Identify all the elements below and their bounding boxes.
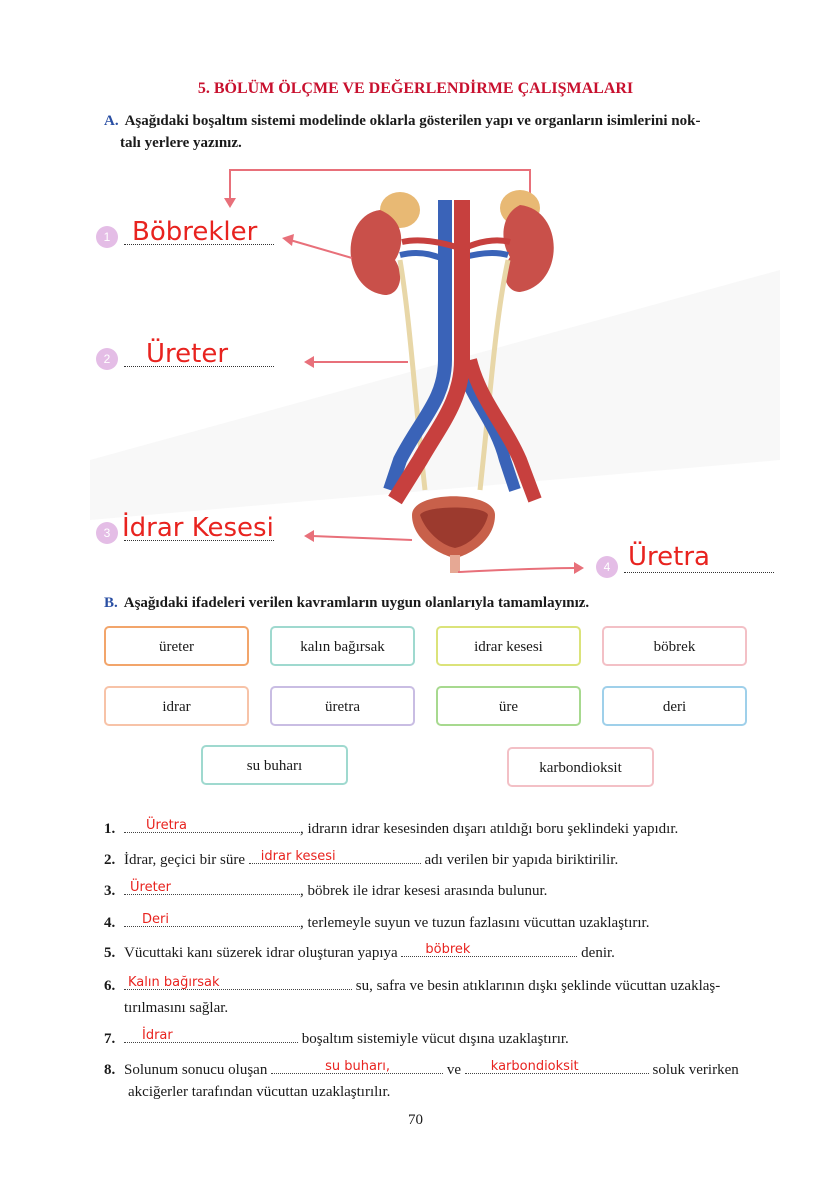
section-a-line1: Aşağıdaki boşaltım sistemi modelinde oklarla gösterilen yapı ve organların isimlerini nok- [124, 113, 701, 129]
urethra-shape [450, 555, 460, 573]
right-kidney [503, 205, 553, 292]
label-badge-4: 4 [596, 556, 618, 578]
label-answer-2[interactable]: Üreter [146, 339, 229, 369]
blank-6[interactable]: Kalın bağırsak [124, 975, 352, 990]
sentence-6: 6. Kalın bağırsak su, safra ve besin atıklarının dışkı şeklinde vücuttan uzaklaş- tırılmasını sağlar. [104, 975, 721, 1016]
sentence-3: 3. Üreter , böbrek ile idrar kesesi arasında bulunur. [104, 880, 548, 899]
blank-3[interactable]: Üreter [124, 880, 300, 895]
concept-box-uretra: üretra [270, 686, 415, 726]
blank-2[interactable]: idrar kesesi [249, 849, 421, 864]
concept-box-deri: deri [602, 686, 747, 726]
concept-box-ureter: üreter [104, 626, 249, 666]
connector-arrow-top [230, 170, 530, 210]
concept-box-su-buhari: su buharı [201, 745, 348, 785]
arrow-urethra [458, 568, 576, 572]
concept-box-karbondioksit: karbondioksit [507, 747, 654, 787]
label-line-4 [624, 572, 774, 573]
section-b-instruction [104, 592, 754, 614]
blank-5[interactable]: böbrek [401, 942, 577, 957]
concept-box-idrar: idrar [104, 686, 249, 726]
sentence-1: 1. Üretra , idrarın idrar kesesinden dışarı atıldığı boru şeklindeki yapıdır. [104, 818, 679, 837]
section-b-letter: B. [104, 595, 118, 611]
sentence-4: 4. Deri , terlemeyle suyun ve tuzun fazlasını vücuttan uzaklaştırır. [104, 912, 650, 931]
page-title: 5. BÖLÜM ÖLÇME VE DEĞERLENDİRME ÇALIŞMALARI [197, 80, 634, 97]
concept-box-bobrek: böbrek [602, 626, 747, 666]
sentence-5: 5. Vücuttaki kanı süzerek idrar oluşturan yapıya böbrek denir. [104, 942, 615, 961]
sentence-2: 2. İdrar, geçici bir süre idrar kesesi adı verilen bir yapıda biriktirilir. [104, 849, 619, 868]
blank-1[interactable]: Üretra [124, 818, 300, 833]
label-badge-1: 1 [96, 226, 118, 248]
concept-box-idrar-kesesi: idrar kesesi [436, 626, 581, 666]
sentence-7: 7. İdrar boşaltım sistemiyle vücut dışına uzaklaştırır. [104, 1028, 569, 1047]
section-a-letter: A. [104, 113, 119, 129]
concept-box-kalin-bagirsak: kalın bağırsak [270, 626, 415, 666]
label-badge-3: 3 [96, 522, 118, 544]
sentence-8: 8. Solunum sonucu oluşan su buharı, ve karbondioksit soluk verirken akciğerler tarafından vücuttan uzaklaştırılır. [104, 1059, 739, 1100]
label-badge-2: 2 [96, 348, 118, 370]
concept-box-ure: üre [436, 686, 581, 726]
left-kidney [351, 210, 402, 295]
blank-8b[interactable]: karbondioksit [465, 1059, 649, 1074]
blank-4[interactable]: Deri [124, 912, 300, 927]
arrow-kidney [290, 240, 352, 258]
section-a-instruction [104, 110, 754, 154]
blank-8a[interactable]: su buharı, [271, 1059, 443, 1074]
label-answer-4[interactable]: Üretra [628, 542, 710, 572]
section-b-text: Aşağıdaki ifadeleri verilen kavramların uygun olanlarıyla tamamlayınız. [123, 595, 590, 611]
blank-7[interactable]: İdrar [124, 1028, 298, 1043]
arrow-bladder [312, 536, 412, 540]
page-number: 70 [408, 1112, 423, 1128]
label-answer-3[interactable]: İdrar Kesesi [122, 513, 274, 543]
section-a-line2: talı yerlere yazınız. [120, 135, 242, 151]
label-answer-1[interactable]: Böbrekler [132, 217, 258, 247]
